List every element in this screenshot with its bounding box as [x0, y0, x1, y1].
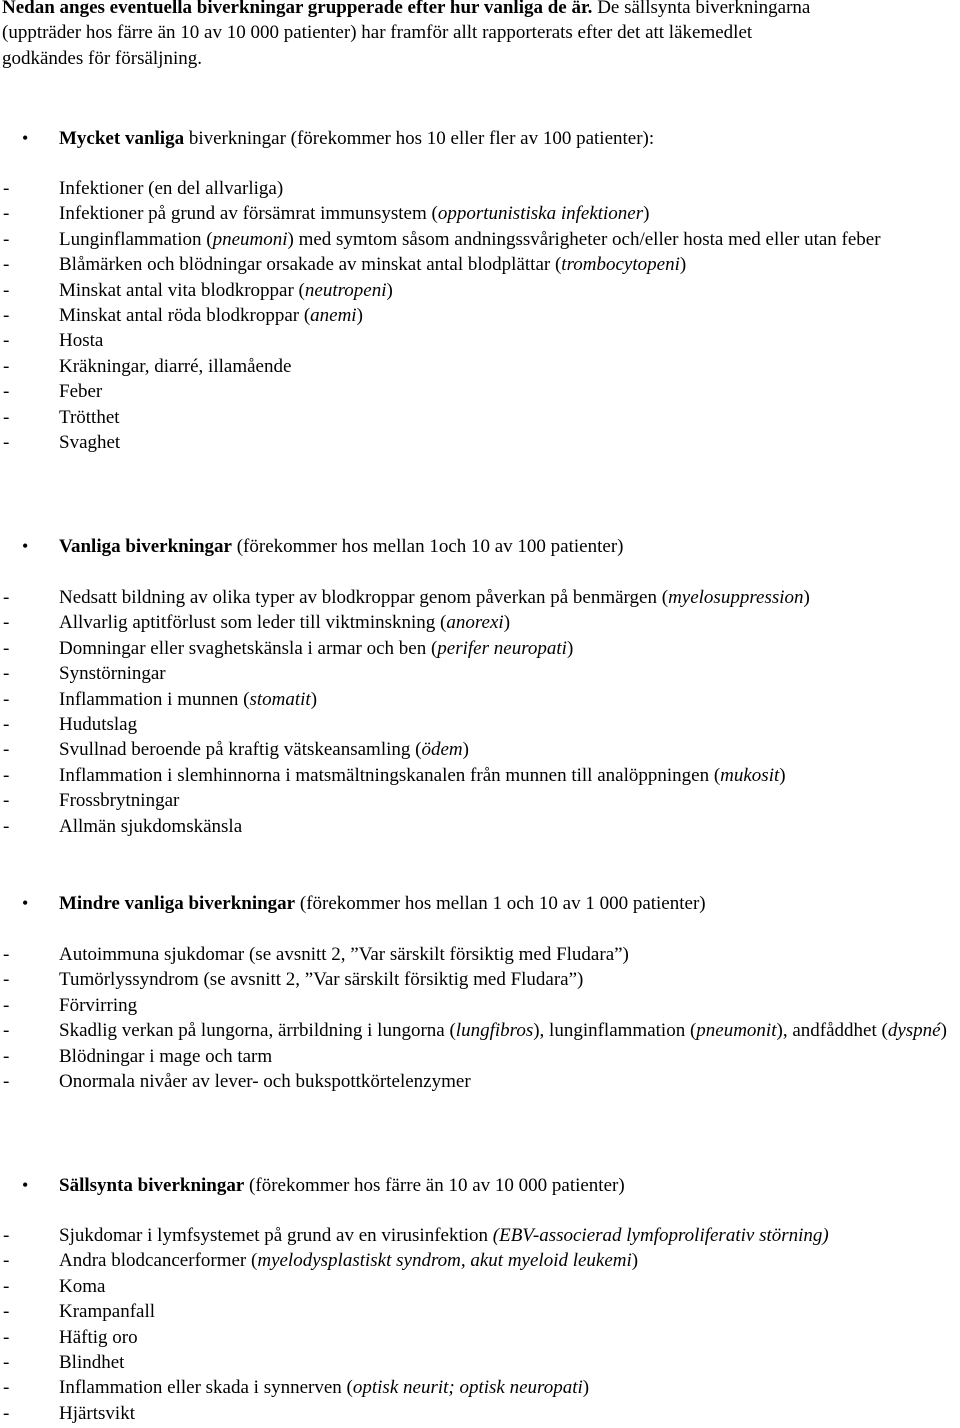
- list-item-text-part: Allvarlig aptitförlust som leder till viktminskning (: [59, 612, 447, 634]
- dash-marker: -: [3, 1045, 10, 1067]
- dash-marker: -: [3, 1071, 10, 1093]
- heading-bold: Mindre vanliga biverkningar: [59, 893, 296, 914]
- list-item: [0, 379, 960, 404]
- list-item-text-part: Svullnad beroende på kraftig vätskeansamling (: [59, 739, 422, 761]
- list-item-text-part: ): [503, 612, 511, 634]
- list-item-italic-term: neutropeni: [304, 279, 387, 301]
- list-item: [0, 252, 960, 277]
- list-item: [0, 687, 960, 712]
- list-item-text: Hjärtsvikt: [59, 1402, 135, 1424]
- heading-bold: Mycket vanliga: [59, 128, 185, 149]
- list-item-text: [59, 636, 960, 661]
- list-item: [0, 737, 960, 762]
- list-item: [0, 763, 960, 788]
- dash-marker: -: [3, 663, 10, 685]
- dash-marker: -: [3, 612, 10, 634]
- dash-marker: -: [3, 764, 10, 786]
- intro-line-1-rest: De sällsynta biverkningarna: [592, 0, 811, 18]
- list-item-italic-term: mukosit: [720, 764, 780, 786]
- list-item-text: Allmän sjukdomskänsla: [59, 815, 243, 837]
- list-item-text-part: ): [803, 587, 810, 608]
- list-item: [0, 993, 960, 1018]
- dash-marker: -: [3, 587, 10, 608]
- list-item-text: [59, 585, 960, 610]
- bullet-icon: •: [22, 536, 29, 556]
- list-item-italic-term: stomatit: [249, 688, 311, 710]
- list-item-text: Krampanfall: [59, 1301, 156, 1323]
- dash-marker: -: [3, 330, 10, 352]
- bullet-icon: •: [22, 128, 29, 148]
- list-item-text-part: ): [356, 305, 363, 327]
- list-item-text-part: ): [310, 688, 318, 710]
- dash-marker: -: [3, 1225, 10, 1246]
- list-item-text-part: ): [462, 739, 469, 761]
- list-item-text: Hosta: [59, 330, 104, 352]
- list-item-text-part: Blåmärken och blödningar orsakade av minskat antal blodplättar (: [59, 254, 562, 276]
- list-item-text: Frossbrytningar: [59, 790, 180, 812]
- list-item: [0, 942, 960, 967]
- heading-bold: Sällsynta biverkningar: [59, 1175, 245, 1196]
- list-item-text: [59, 227, 960, 252]
- dash-marker: -: [3, 228, 10, 250]
- list-item: [0, 1350, 960, 1375]
- dash-marker: -: [3, 637, 10, 659]
- list-item-text-part: Skadlig verkan på lungorna, ärrbildning i lungorna (: [59, 1020, 456, 1042]
- list-item-italic-term: dyspné: [887, 1020, 941, 1042]
- list-item: [0, 278, 960, 303]
- list-item-text: Kräkningar, diarré, illamående: [59, 355, 292, 377]
- list-item-italic-term: perifer neuropati: [437, 637, 567, 659]
- dash-marker: -: [3, 1020, 10, 1042]
- list-item-text: [59, 303, 960, 328]
- list-item: [0, 201, 960, 226]
- list-item-text-part: ): [643, 203, 650, 225]
- list-item-italic-term: ödem: [421, 739, 463, 761]
- list-item: [0, 328, 960, 353]
- list-item: [0, 1044, 960, 1069]
- list-item-text-part: ), andfåddhet (: [776, 1020, 888, 1042]
- heading-text: [59, 126, 654, 151]
- list-item-text: Autoimmuna sjukdomar (se avsnitt 2, ”Var särskilt försiktig med Fludara”): [59, 944, 629, 965]
- intro-line-3: godkändes för försäljning.: [2, 47, 202, 69]
- dash-marker: -: [3, 1402, 10, 1424]
- dash-marker: -: [3, 305, 10, 327]
- dash-marker: -: [3, 1275, 10, 1297]
- dash-marker: -: [3, 1352, 10, 1374]
- list-item-text: Synstörningar: [59, 663, 166, 685]
- list-item-text: Koma: [59, 1275, 106, 1297]
- list-item-italic-term: pneumonit: [696, 1020, 777, 1042]
- list-item-text-part: Inflammation i slemhinnorna i matsmältningskanalen från munnen till analöppningen (: [59, 764, 721, 786]
- list-item-text-part: ): [631, 1250, 639, 1272]
- list-item: [0, 1375, 960, 1400]
- list-item: [0, 1401, 960, 1426]
- list-item-text-part: Domningar eller svaghetskänsla i armar och ben (: [59, 637, 438, 659]
- list-item: [0, 1299, 960, 1324]
- heading-text: [59, 891, 706, 916]
- intro-bold-text: Nedan anges eventuella biverkningar grupperade efter hur vanliga de är.: [2, 0, 593, 18]
- list-mycket-vanliga: [0, 176, 960, 455]
- list-item-text-part: Minskat antal vita blodkroppar (: [59, 279, 305, 301]
- list-item-text-part: ): [566, 637, 574, 659]
- list-item: [0, 788, 960, 813]
- list-item-text-part: Andra blodcancerformer (: [59, 1250, 258, 1272]
- list-item-text: Svaghet: [59, 432, 121, 454]
- bullet-icon: •: [22, 893, 29, 913]
- dash-marker: -: [3, 1301, 10, 1323]
- list-item-text-part: ), lunginflammation (: [533, 1020, 697, 1042]
- dash-marker: -: [3, 1377, 10, 1399]
- dash-marker: -: [3, 969, 10, 991]
- list-item-text-part: ): [679, 254, 687, 276]
- list-item-italic-term: optisk neurit; optisk neuropati: [352, 1377, 583, 1399]
- dash-marker: -: [3, 1326, 10, 1348]
- list-item-text-part: ): [582, 1377, 590, 1399]
- heading-rest: (förekommer hos färre än 10 av 10 000 patienter): [244, 1175, 625, 1196]
- list-item-text-part: Sjukdomar i lymfsystemet på grund av en virusinfektion: [59, 1225, 493, 1246]
- list-item-italic-term: myelosuppression: [668, 587, 804, 608]
- dash-marker: -: [3, 279, 10, 301]
- list-item-italic-term: anemi: [310, 305, 357, 327]
- list-item-text-part: ): [779, 764, 786, 786]
- list-item-italic-term: pneumoni: [212, 228, 288, 250]
- list-item-text-part: Infektioner på grund av försämrat immunsystem (: [59, 203, 438, 225]
- heading-rest: (förekommer hos mellan 1 och 10 av 1 000 patienter): [295, 893, 706, 914]
- dash-marker: -: [3, 254, 10, 276]
- list-item-text: Häftig oro: [59, 1326, 138, 1348]
- list-item-text: [59, 763, 960, 788]
- dash-marker: -: [3, 790, 10, 812]
- list-item-text: Onormala nivåer av lever- och bukspottkörtelenzymer: [59, 1071, 471, 1093]
- list-item-text: [59, 1248, 960, 1273]
- list-item: [0, 610, 960, 635]
- list-item: [0, 1018, 960, 1043]
- list-item-text: Blödningar i mage och tarm: [59, 1045, 273, 1067]
- list-item-text: Blindhet: [59, 1352, 125, 1374]
- list-item: [0, 585, 960, 610]
- heading-text: [59, 534, 623, 559]
- list-mindre-vanliga: [0, 942, 960, 1094]
- intro-line-2: (uppträder hos färre än 10 av 10 000 patienter) har framför allt rapporterats efter det att läkemedlet: [2, 22, 753, 44]
- list-item-text: [59, 1375, 960, 1400]
- list-item-text: [59, 1223, 960, 1248]
- list-item-text: [59, 737, 960, 762]
- list-item-text: [59, 252, 960, 277]
- dash-marker: -: [3, 178, 10, 199]
- list-item: [0, 405, 960, 430]
- list-item-text: Tumörlyssyndrom (se avsnitt 2, ”Var särskilt försiktig med Fludara”): [59, 969, 584, 991]
- heading-bold: Vanliga biverkningar: [59, 536, 232, 557]
- dash-marker: -: [3, 944, 10, 965]
- list-item-text: [59, 1018, 960, 1043]
- dash-marker: -: [3, 714, 10, 736]
- dash-marker: -: [3, 815, 10, 837]
- list-item-text: [59, 278, 960, 303]
- bullet-icon: •: [22, 1175, 29, 1195]
- list-item-text: Hudutslag: [59, 714, 138, 736]
- list-item-text-part: ): [940, 1020, 947, 1042]
- list-item-text-part: Inflammation i munnen (: [59, 688, 250, 710]
- list-item: [0, 176, 960, 201]
- list-item-text: [59, 610, 960, 635]
- heading-rest: (förekommer hos mellan 1och 10 av 100 patienter): [231, 536, 624, 557]
- list-item: [0, 430, 960, 455]
- heading-rest: biverkningar (förekommer hos 10 eller fler av 100 patienter):: [184, 128, 655, 149]
- dash-marker: -: [3, 739, 10, 761]
- list-sallsynta: [0, 1223, 960, 1426]
- dash-marker: -: [3, 355, 10, 377]
- list-item: [0, 712, 960, 737]
- list-item-text-part: Nedsatt bildning av olika typer av blodkroppar genom påverkan på benmärgen (: [59, 587, 669, 608]
- list-item: [0, 1223, 960, 1248]
- dash-marker: -: [3, 406, 10, 428]
- dash-marker: -: [3, 1250, 10, 1272]
- list-item: [0, 1248, 960, 1273]
- list-item: [0, 303, 960, 328]
- list-item: [0, 661, 960, 686]
- list-item-italic-term: anorexi: [446, 612, 504, 634]
- list-item-text-part: ) med symtom såsom andningssvårigheter och/eller hosta med eller utan feber: [287, 228, 881, 250]
- list-item-italic-term: trombocytopeni: [561, 254, 680, 276]
- list-item: [0, 354, 960, 379]
- dash-marker: -: [3, 432, 10, 454]
- intro-line-1: [2, 0, 957, 20]
- list-item: [0, 1274, 960, 1299]
- list-item-text-part: Minskat antal röda blodkroppar (: [59, 305, 311, 327]
- list-item: [0, 814, 960, 839]
- list-item: [0, 967, 960, 992]
- heading-text: [59, 1173, 625, 1198]
- list-item-italic-term: lungfibros: [455, 1020, 534, 1042]
- list-item-text: Infektioner (en del allvarliga): [59, 178, 284, 199]
- list-item-italic-term: opportunistiska infektioner: [437, 203, 644, 225]
- intro-paragraph: [2, 0, 957, 71]
- dash-marker: -: [3, 381, 10, 403]
- list-item-text: Förvirring: [59, 994, 138, 1016]
- dash-marker: -: [3, 994, 10, 1016]
- list-item-text: Feber: [59, 381, 103, 403]
- dash-marker: -: [3, 688, 10, 710]
- list-item-italic-term: (EBV-associerad lymfoproliferativ störning): [492, 1225, 829, 1246]
- list-item: [0, 1069, 960, 1094]
- list-item: [0, 1325, 960, 1350]
- dash-marker: -: [3, 203, 10, 225]
- list-item: [0, 636, 960, 661]
- list-vanliga: [0, 585, 960, 839]
- list-item-text: [59, 201, 960, 226]
- list-item-text: [59, 687, 960, 712]
- list-item: [0, 227, 960, 252]
- list-item-text-part: ): [386, 279, 393, 301]
- list-item-text-part: Inflammation eller skada i synnerven (: [59, 1377, 353, 1399]
- list-item-text-part: Lunginflammation (: [59, 228, 213, 250]
- list-item-italic-term: myelodysplastiskt syndrom, akut myeloid leukemi: [257, 1250, 632, 1272]
- list-item-text: Trötthet: [59, 406, 120, 428]
